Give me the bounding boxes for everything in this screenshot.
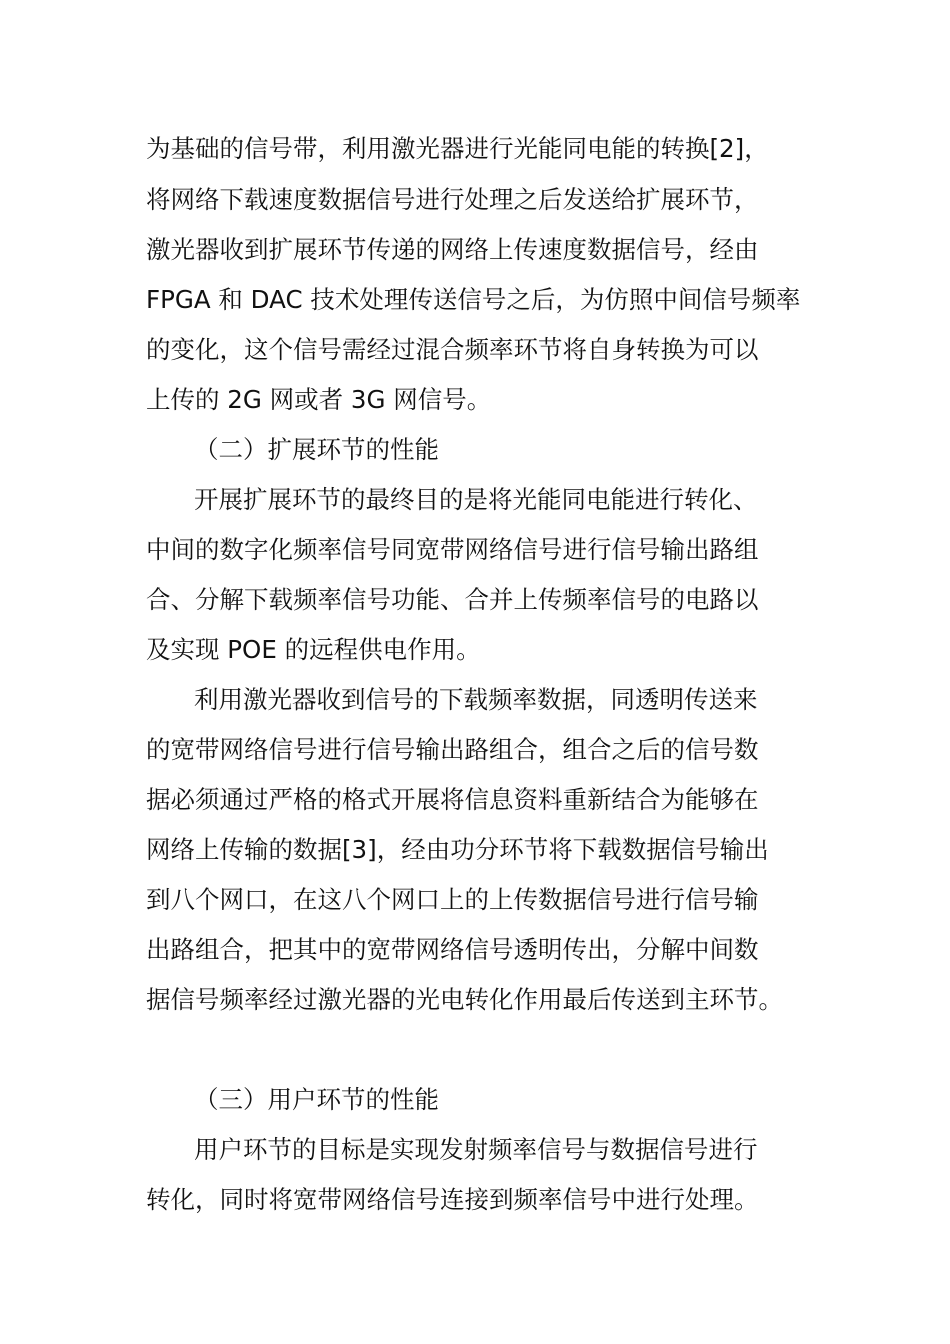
paragraph-line: 转化，同时将宽带网络信号连接到频率信号中进行处理。 — [146, 1185, 759, 1214]
paragraph-line: FPGA 和 DAC 技术处理传送信号之后，为仿照中间信号频率 — [146, 285, 801, 314]
paragraph-line: 利用激光器收到信号的下载频率数据，同透明传送来 — [194, 685, 758, 714]
paragraph-line: 激光器收到扩展环节传递的网络上传速度数据信号，经由 — [146, 235, 759, 264]
paragraph-line: 网络上传输的数据[3]，经由功分环节将下载数据信号输出 — [146, 835, 769, 864]
paragraph-line: 的宽带网络信号进行信号输出路组合，组合之后的信号数 — [146, 735, 759, 764]
paragraph-line: 合、分解下载频率信号功能、合并上传频率信号的电路以 — [146, 585, 759, 614]
paragraph-line: 据信号频率经过激光器的光电转化作用最后传送到主环节。 — [146, 985, 783, 1014]
paragraph-line: 出路组合，把其中的宽带网络信号透明传出，分解中间数 — [146, 935, 759, 964]
paragraph-line: 将网络下载速度数据信号进行处理之后发送给扩展环节， — [146, 185, 759, 214]
paragraph-line: 据必须通过严格的格式开展将信息资料重新结合为能够在 — [146, 785, 759, 814]
paragraph-line: 开展扩展环节的最终目的是将光能同电能进行转化、 — [194, 485, 758, 514]
section-heading: （三）用户环节的性能 — [194, 1085, 439, 1114]
section-heading: （二）扩展环节的性能 — [194, 435, 439, 464]
paragraph-line: 及实现 POE 的远程供电作用。 — [146, 635, 481, 664]
paragraph-line: 中间的数字化频率信号同宽带网络信号进行信号输出路组 — [146, 535, 759, 564]
paragraph-line: 上传的 2G 网或者 3G 网信号。 — [146, 385, 492, 414]
paragraph-line: 用户环节的目标是实现发射频率信号与数据信号进行 — [194, 1135, 758, 1164]
paragraph-line: 到八个网口，在这八个网口上的上传数据信号进行信号输 — [146, 885, 759, 914]
paragraph-line: 为基础的信号带，利用激光器进行光能同电能的转换[2]， — [146, 134, 769, 163]
paragraph-line: 的变化，这个信号需经过混合频率环节将自身转换为可以 — [146, 335, 759, 364]
